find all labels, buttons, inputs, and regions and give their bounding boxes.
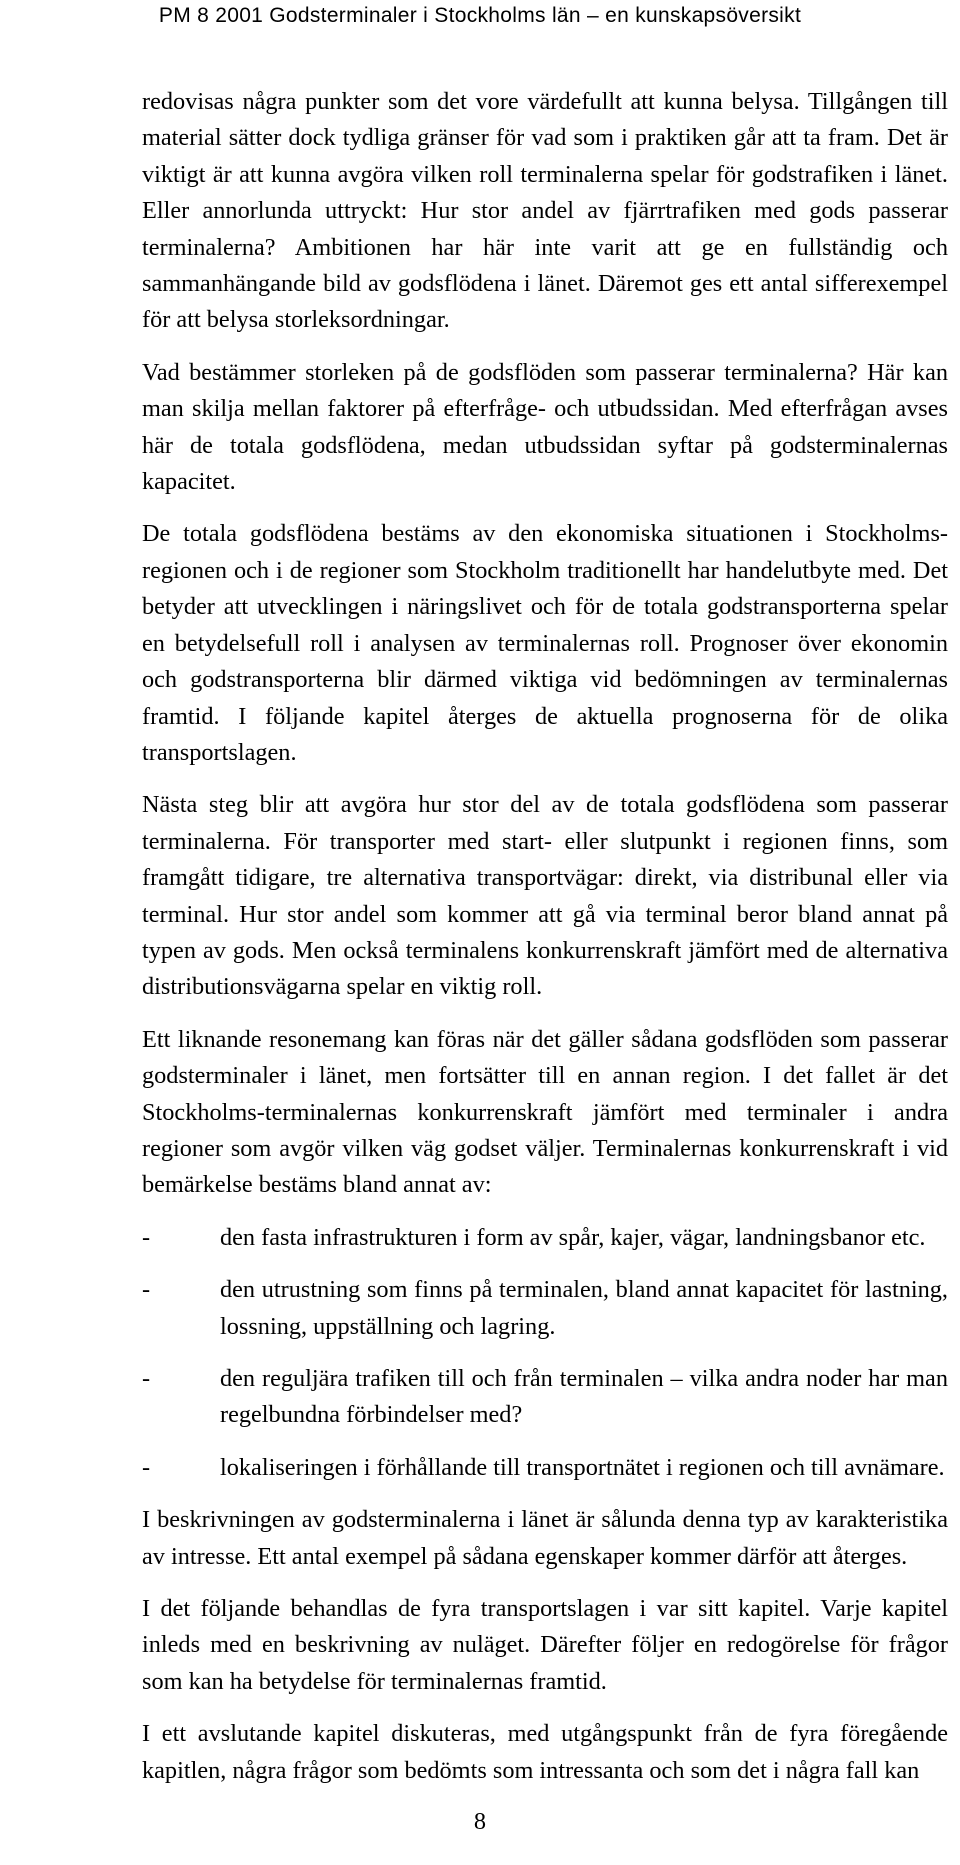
paragraph-intro: redovisas några punkter som det vore värdefullt att kunna belysa. Tillgången till material sätter dock tydliga gränser för vad som i praktiken går att ta fram. Det är viktigt är att kunna avgöra vilken roll terminalerna spelar för godstrafiken i länet. Eller annorlunda uttryckt: Hur stor andel av fjärrtrafiken med gods passerar terminalerna? Ambitionen har här inte varit att ge en fullständig och sammanhängande bild av godsflödena i länet. Däremot ges ett antal sifferexempel för att belysa storleksordningar. bbox=[142, 88, 948, 334]
list-item-text: den fasta infrastrukturen i form av spår, kajer, vägar, landningsbanor etc. bbox=[220, 1223, 926, 1251]
paragraph-competitiveness: Ett liknande resonemang kan föras när det gäller sådana godsflöden som passerar godsterminaler i länet, men fortsätter till en annan region. I det fallet är det Stockholms-terminalernas konkurrenskraft jämfört med terminaler i andra regioner som avgör vilken väg godset väljer. Terminalernas konkurrenskraft i vid bemärkelse bestäms bland annat av: bbox=[142, 1025, 948, 1199]
list-item-text: lokaliseringen i förhållande till transportnätet i regionen och till avnämare. bbox=[220, 1453, 945, 1481]
list-item bbox=[142, 1450, 948, 1486]
list-item-text: den reguljära trafiken till och från terminalen – vilka andra noder har man regelbundna förbindelser med? bbox=[220, 1365, 948, 1429]
document-body bbox=[142, 84, 948, 1789]
page-number: 8 bbox=[473, 1808, 487, 1835]
running-header: PM 8 2001 Godsterminaler i Stockholms län – en kunskapsöversikt bbox=[158, 4, 802, 27]
list-item bbox=[142, 1361, 948, 1434]
list-dash: - bbox=[142, 1276, 151, 1304]
paragraph-flow-size: Vad bestämmer storleken på de godsflöden som passerar terminalerna? Här kan man skilja mellan faktorer på efterfråge- och utbudssidan. Med efterfrågan avses här de totala godsflödena, medan utbudssidan syftar på godsterminalernas kapacitet. bbox=[142, 358, 948, 496]
paragraph-total-flows: De totala godsflödena bestäms av den ekonomiska situationen i Stockholms-regionen och i de regioner som Stockholm traditionellt har handelutbyte med. Det betyder att utvecklingen i näringslivet och för de totala godstransporterna spelar en betydelsefull roll i analysen av terminalernas roll. Prognoser över ekonomin och godstransporterna blir därmed viktiga vid bedömningen av terminalernas framtid. I följande kapitel återges de aktuella prognoserna för de olika transportslagen. bbox=[142, 520, 948, 766]
paragraph-chapter-outline: I det följande behandlas de fyra transportslagen i var sitt kapitel. Varje kapitel inleds med en beskrivning av nuläget. Därefter följer en redogörelse för frågor som kan ha betydelse för terminalernas framtid. bbox=[142, 1595, 948, 1695]
list-item bbox=[142, 1272, 948, 1345]
paragraph-characteristics: I beskrivningen av godsterminalerna i länet är sålunda denna typ av karakteristika av intresse. Ett antal exempel på sådana egenskaper kommer därför att återges. bbox=[142, 1506, 948, 1570]
list-dash: - bbox=[142, 1223, 151, 1251]
list-item-text: den utrustning som finns på terminalen, bland annat kapacitet för lastning, lossning, uppställning och lagring. bbox=[220, 1276, 948, 1340]
paragraph-next-step: Nästa steg blir att avgöra hur stor del av de totala godsflödena som passerar terminalerna. För transporter med start- eller slutpunkt i regionen finns, som framgått tidigare, tre alternativa transportvägar: direkt, via distribunal eller via terminal. Hur stor andel som kommer att gå via terminal beror bland annat på typen av gods. Men också terminalens konkurrenskraft jämfört med de alternativa distributionsvägarna spelar en viktig roll. bbox=[142, 791, 948, 1001]
list-dash: - bbox=[142, 1365, 151, 1392]
paragraph-concluding: I ett avslutande kapitel diskuteras, med utgångspunkt från de fyra föregående kapitlen, några frågor som bedömts som intressanta och som det i några fall kan bbox=[142, 1720, 948, 1784]
list-dash: - bbox=[142, 1453, 151, 1481]
list-item bbox=[142, 1220, 948, 1256]
competitiveness-list bbox=[142, 1220, 948, 1486]
